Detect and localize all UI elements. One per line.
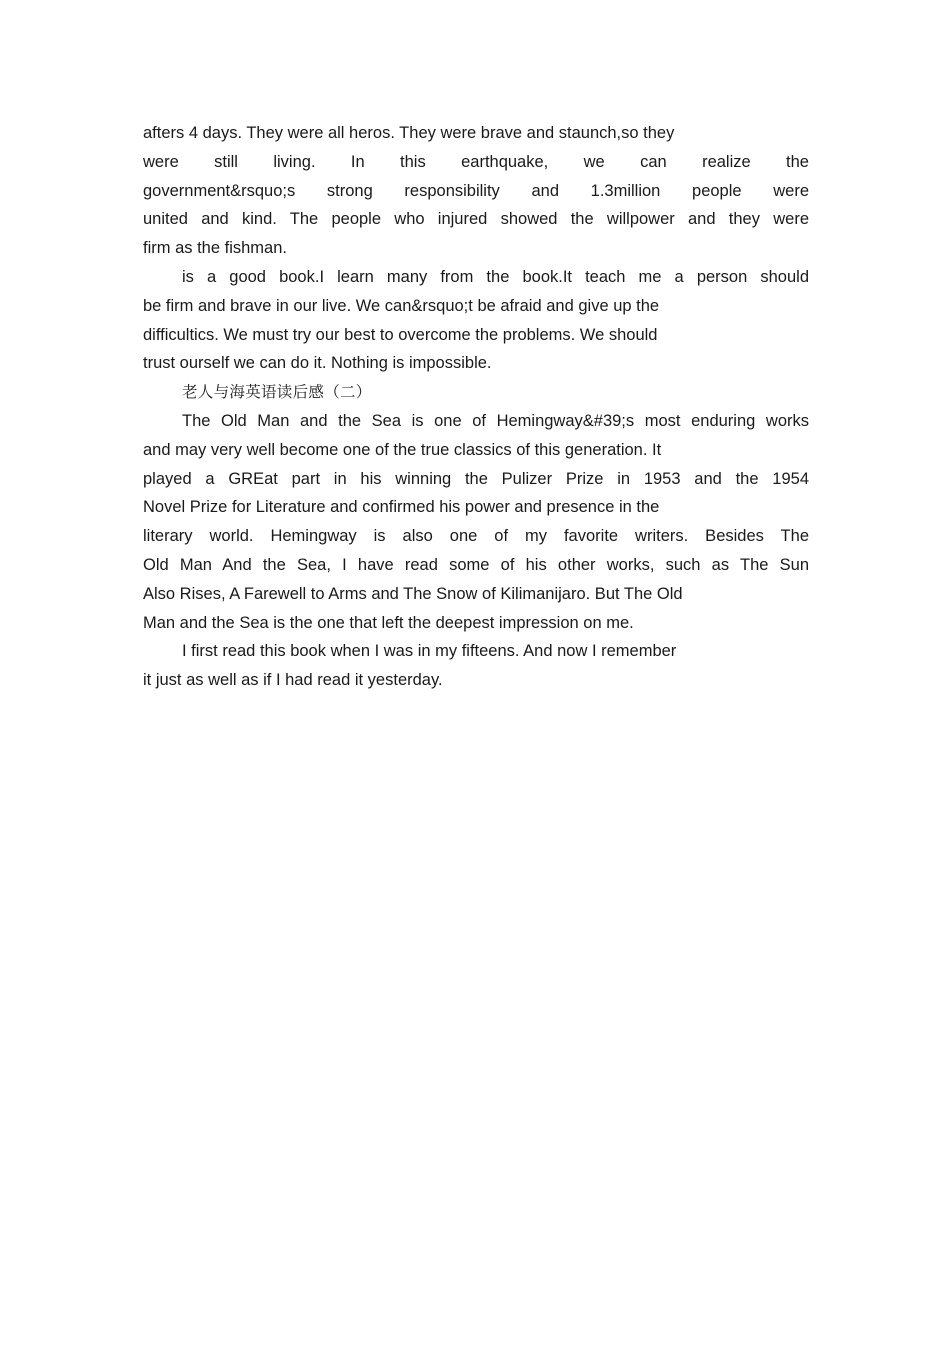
text-line: firm as the fishman. xyxy=(143,239,287,258)
text-line: afters 4 days. They were all heros. They were brave and staunch,so they xyxy=(143,124,675,142)
text-line: and may very well become one of the true classics of this generation. It xyxy=(143,440,662,459)
text-line: The Old Man and the Sea is one of Hemingway&#39;s most enduring works xyxy=(182,411,809,430)
section-heading: 老人与海英语读后感（二） xyxy=(182,383,372,402)
text-line: united and kind. The people who injured showed the willpower and they were xyxy=(143,210,809,229)
text-line: difficultics. We must try our best to overcome the problems. We should xyxy=(143,325,658,344)
text-line: trust ourself we can do it. Nothing is impossible. xyxy=(143,354,492,373)
document-body xyxy=(143,119,809,695)
text-line: it just as well as if I had read it yesterday. xyxy=(143,671,443,690)
text-line: Old Man And the Sea, I have read some of his other works, such as The Sun xyxy=(143,555,809,574)
text-line: literary world. Hemingway is also one of my favorite writers. Besides The xyxy=(143,527,809,546)
text-line: government&rsquo;s strong responsibility and 1.3million people were xyxy=(143,181,809,200)
text-line: Also Rises, A Farewell to Arms and The Snow of Kilimanijaro. But The Old xyxy=(143,584,683,603)
text-line: Novel Prize for Literature and confirmed his power and presence in the xyxy=(143,498,660,517)
text-line: I first read this book when I was in my fifteens. And now I remember xyxy=(182,642,677,661)
text-line: is a good book.I learn many from the book.It teach me a person should xyxy=(182,267,809,286)
text-line: be firm and brave in our live. We can&rsquo;t be afraid and give up the xyxy=(143,296,660,315)
text-line: were still living. In this earthquake, we can realize the xyxy=(143,152,809,171)
text-line: played a GREat part in his winning the Pulizer Prize in 1953 and the 1954 xyxy=(143,469,809,488)
text-line: Man and the Sea is the one that left the deepest impression on me. xyxy=(143,613,634,632)
